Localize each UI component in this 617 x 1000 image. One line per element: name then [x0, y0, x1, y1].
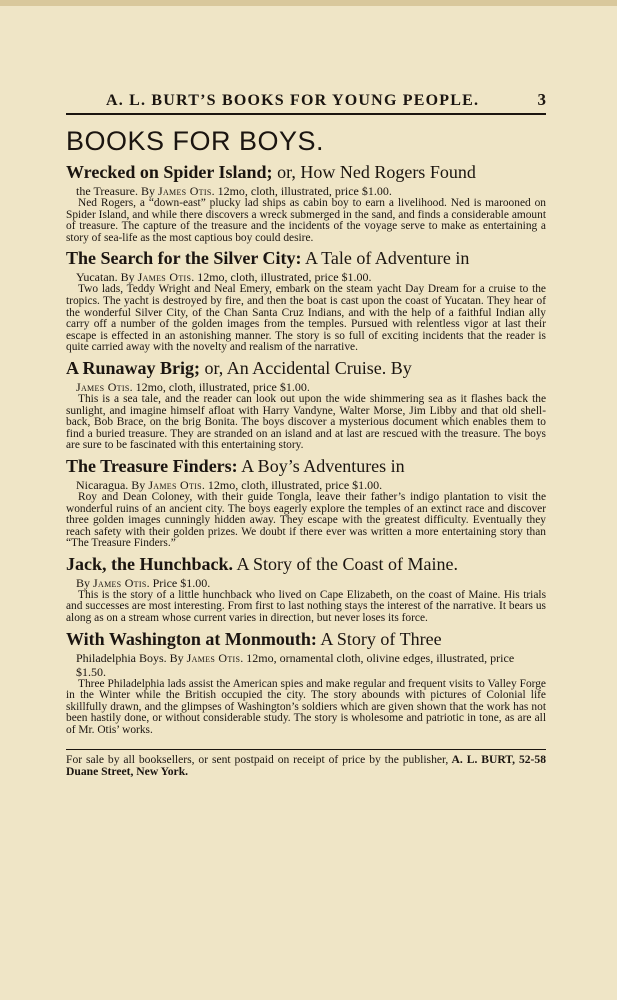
book-page	[66, 90, 546, 778]
biblio-details: . Price $1.00.	[146, 575, 211, 590]
book-main-title: A Runaway Brig;	[66, 357, 201, 378]
book-main-title: Wrecked on Spider Island;	[66, 162, 273, 182]
book-entry	[66, 248, 546, 354]
biblio-details: . 12mo, cloth, illustrated, price $1.00.	[191, 270, 372, 285]
book-biblio	[76, 576, 546, 590]
footer-rule	[66, 749, 546, 750]
book-title	[66, 162, 546, 183]
book-biblio	[76, 380, 546, 394]
book-biblio	[76, 184, 546, 198]
book-title	[66, 456, 546, 477]
book-biblio	[76, 478, 546, 492]
book-subtitle: or, An Accidental Cruise. By	[200, 357, 412, 378]
running-head-title: A. L. BURT’S BOOKS FOR YOUNG PEOPLE.	[106, 92, 480, 109]
biblio-details: . 12mo, cloth, illustrated, price $1.00.	[201, 477, 383, 492]
biblio-prefix: By	[76, 575, 94, 590]
book-main-title: Jack, the Hunchback.	[66, 553, 234, 574]
book-subtitle: A Boy’s Adventures in	[237, 455, 405, 476]
book-author: James Otis	[148, 477, 202, 492]
book-title	[66, 629, 546, 650]
book-author: James Otis	[76, 379, 130, 394]
book-title	[66, 554, 546, 575]
book-biblio	[76, 651, 546, 679]
book-subtitle: A Story of Three	[316, 628, 442, 649]
book-description: This is the story of a little hunchback who lived on Cape Elizabeth, on the coast of Maine. His trials and successes are most interesting. From first to last nothing stays the interest of the narrative. It bears us along as on a stream whose current varies in direction, but never loses its force.	[66, 588, 546, 625]
book-subtitle: A Story of the Coast of Maine.	[233, 553, 459, 574]
book-title	[66, 248, 546, 269]
book-entry	[66, 358, 546, 452]
biblio-prefix: the Treasure. By	[76, 184, 158, 198]
book-description: Roy and Dean Coloney, with their guide Tongla, leave their father’s indigo plantation to visit the wonderful ruins of an ancient city. The boys eagerly explore the temples of an extinct race and discover three golden images cunningly hidden away. They escape with the greatest difficulty. Eventually they reach safety with their golden prizes. We doubt if there ever was written a more entertaining story than “The Treasure Finders.”	[66, 490, 546, 550]
book-author: James Otis	[186, 650, 241, 665]
book-description: Ned Rogers, a “down-east” plucky lad ships as cabin boy to earn a livelihood. Ned is marooned on Spider Island, and while there discovers a wreck submerged in the sand, and finds a considerable amount of treasure. The capture of the treasure and the incidents of the voyage serve to make as entertaining a story of sea-life as the most captious boy could desire.	[66, 197, 546, 244]
book-entry	[66, 456, 546, 550]
book-title	[66, 358, 546, 379]
head-rule	[66, 113, 546, 115]
publisher-address: A. L. BURT, 52-58 Duane Street, New York.	[66, 752, 546, 778]
biblio-prefix: Yucatan. By	[76, 270, 138, 285]
book-main-title: The Search for the Silver City:	[66, 248, 302, 269]
biblio-prefix: Philadelphia Boys. By	[76, 650, 187, 665]
book-description: Three Philadelphia lads assist the American spies and make regular and frequent visits to Valley Forge in the Winter while the British occupied the city. The story abounds with pictures of Colonial life skillfully drawn, and the glimpses of Washington’s soldiers which are given shown that the work has not been hastily done, or without considerable study. The story is wholesome and patriotic in tone, as are all of Mr. Otis’ works.	[66, 677, 546, 737]
book-biblio	[76, 270, 546, 284]
publisher-notice-text: For sale by all booksellers, or sent postpaid on receipt of price by the publisher,	[66, 752, 449, 766]
running-head	[66, 90, 546, 113]
book-author: James Otis	[137, 270, 192, 285]
biblio-prefix: Nicaragua. By	[76, 477, 149, 492]
biblio-details: . 12mo, cloth, illustrated, price $1.00.	[129, 379, 310, 394]
book-author: James Otis	[93, 575, 147, 590]
biblio-details: . 12mo, cloth, illustrated, price $1.00.	[211, 184, 392, 198]
publisher-notice	[66, 754, 546, 778]
page-top-edge	[0, 0, 617, 6]
book-subtitle: A Tale of Adventure in	[301, 248, 470, 269]
book-subtitle: or, How Ned Rogers Found	[272, 162, 476, 182]
book-author: James Otis	[158, 184, 212, 198]
book-description: Two lads, Teddy Wright and Neal Emery, embark on the steam yacht Day Dream for a cruise to the tropics. The yacht is destroyed by fire, and then the boat is cast upon the coast of Yucatan. They hear of the wonderful Silver City, of the Chan Santa Cruz Indians, and with the help of a faithful Indian ally carry off a number of the golden images from the temples. Pursued with relentless vigor at last their escape is effected in an astonishing manner. The story is so full of exciting incidents that the reader is quite carried away with the novelty and realism of the narrative.	[66, 283, 546, 354]
book-entry	[66, 554, 546, 625]
biblio-details: . 12mo, ornamental cloth, olivine edges, illustrated, price $1.50.	[76, 650, 515, 679]
book-main-title: The Treasure Finders:	[66, 455, 238, 476]
book-description: This is a sea tale, and the reader can look out upon the wide shimmering sea as it flashes back the sunlight, and imagine himself afloat with Harry Vandyne, Walter Morse, Jim Libby and that old shell-back, Bob Brace, on the brig Bonita. The boys discover a mysterious document which enables them to find a buried treasure. They are stranded on an island and at last are rescued with the treasure. The boys are sure to be fascinated with this entertaining story.	[66, 392, 546, 452]
book-entry	[66, 162, 546, 244]
book-main-title: With Washington at Monmouth:	[66, 628, 317, 649]
book-entry	[66, 629, 546, 737]
page-number: 3	[537, 90, 546, 109]
section-title: BOOKS FOR BOYS.	[66, 126, 325, 156]
